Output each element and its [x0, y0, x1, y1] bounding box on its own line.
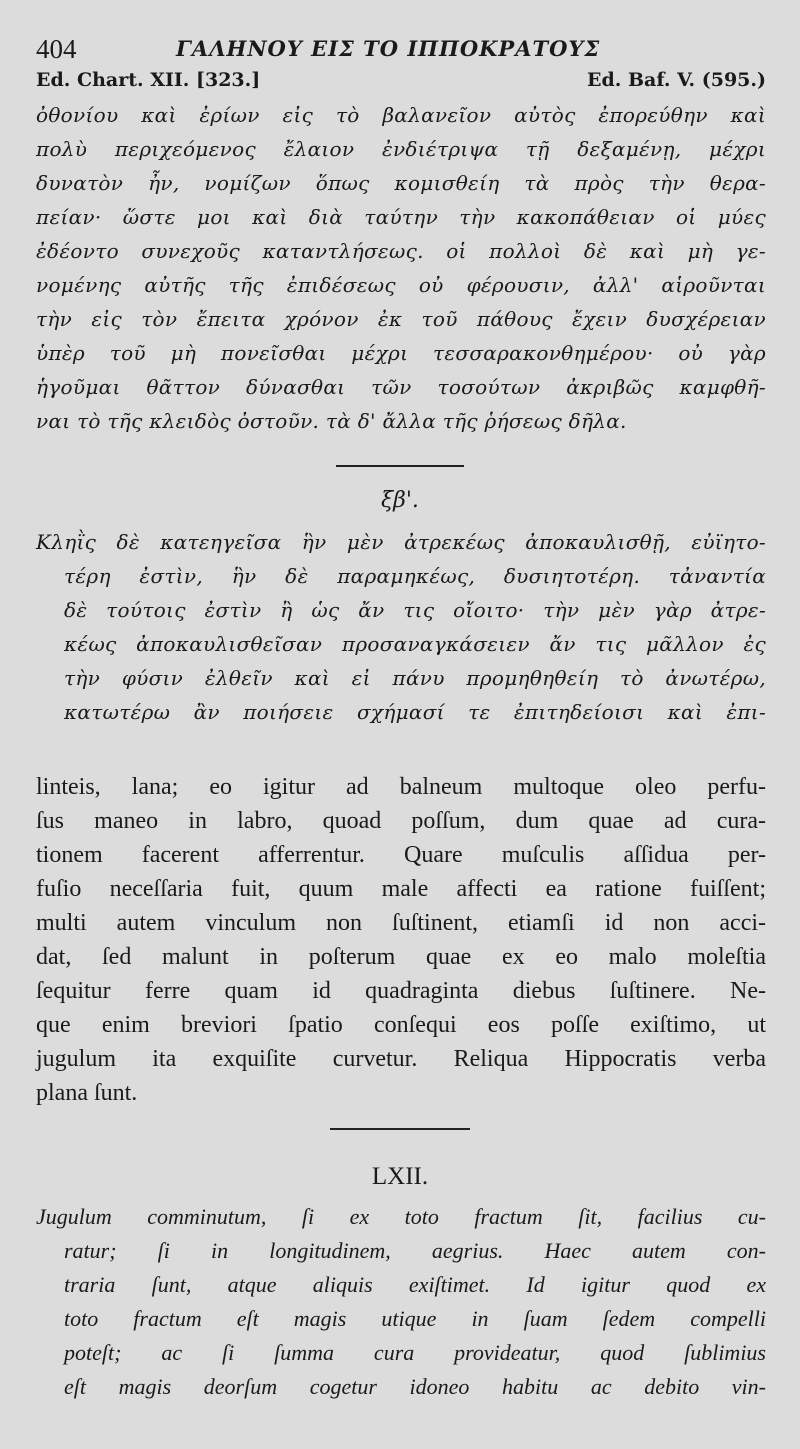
text-line: ὑπὲρ τοῦ μὴ πονεῖσθαι μέχρι τεσσαρακονθημέρου· οὐ γὰρ — [36, 341, 766, 365]
text-line: linteis, lana; eo igitur ad balneum multoque oleo perfu- — [36, 774, 766, 800]
greek-section-number: ξβ'. — [381, 488, 419, 513]
text-line: dat, ſed malunt in poſterum quae ex eo malo moleſtia — [36, 944, 766, 970]
text-line: ſus maneo in labro, quoad poſſum, dum quae ad cura- — [36, 808, 766, 834]
text-line: τὴν φύσιν ἐλθεῖν καὶ εἰ πάνυ προμηθηθείη τὸ ἀνωτέρω, — [64, 666, 766, 690]
text-line: jugulum ita exquiſite curvetur. Reliqua Hippocratis verba — [36, 1046, 766, 1072]
edition-references — [36, 69, 766, 97]
text-line: que enim breviori ſpatio conſequi eos poſſe exiſtimo, ut — [36, 1012, 766, 1038]
greek-commentary-text — [36, 98, 766, 438]
edition-basel: Ed. Baf. V. (595.) — [587, 69, 766, 91]
running-title: ΓΑΛΗΝΟΥ ΕΙΣ ΤΟ ΙΠΠΟΚΡΑΤΟΥΣ — [176, 36, 601, 61]
text-line: eſt magis deorſum cogetur idoneo habitu ac debito vin- — [64, 1374, 766, 1399]
edition-chartier: Ed. Chart. XII. [323.] — [36, 69, 261, 91]
text-line: traria ſunt, atque aliquis exiſtimet. Id igitur quod ex — [64, 1272, 766, 1297]
text-line: δὲ τούτοις ἐστὶν ἢ ὡς ἄν τις οἴοιτο· τὴν μὲν γὰρ ἀτρε- — [64, 598, 766, 622]
latin-commentary-text — [36, 770, 766, 1110]
text-line: κατωτέρω ἂν ποιήσειε σχήμασί τε ἐπιτηδείοισι καὶ ἐπι- — [64, 700, 766, 724]
text-line: νομένης αὐτῆς τῆς ἐπιδέσεως οὐ φέρουσιν, ἀλλ' αἱροῦνται — [36, 273, 766, 297]
text-line: κέως ἀποκαυλισθεῖσαν προσαναγκάσειεν ἄν τις μᾶλλον ἐς — [64, 632, 766, 656]
latin-section-number: LXII. — [371, 1163, 429, 1190]
text-line: πολὺ περιχεόμενος ἔλαιον ἐνδιέτριψα τῇ δεξαμένῃ, μέχρι — [36, 137, 766, 161]
text-line: multi autem vinculum non ſuſtinent, etiamſi id non acci- — [36, 910, 766, 936]
page-header — [36, 32, 766, 72]
section-divider — [336, 465, 464, 467]
text-line: plana ſunt. — [36, 1080, 138, 1106]
text-line: Κληῒς δὲ κατεηγεῖσα ἣν μὲν ἀτρεκέως ἀποκαυλισθῇ, εὐϊητο- — [36, 530, 766, 554]
hippocrates-greek-text — [36, 525, 766, 729]
text-line: fuſio neceſſaria fuit, quum male affecti ea ratione fuiſſent; — [36, 876, 766, 902]
text-line: τέρη ἐστὶν, ἣν δὲ παραμηκέως, δυσιητοτέρη. τἀναντία — [64, 564, 766, 588]
text-line: ratur; ſi in longitudinem, aegrius. Haec autem con- — [64, 1238, 766, 1263]
text-line: ναι τὸ τῆς κλειδὸς ὀστοῦν. τὰ δ' ἄλλα τῆς ῥήσεως δῆλα. — [36, 409, 627, 433]
text-line: ὀθονίου καὶ ἐρίων εἰς τὸ βαλανεῖον αὐτὸς ἐπορεύθην καὶ — [36, 103, 766, 127]
text-line: tionem facerent afferrentur. Quare muſculis aſſidua per- — [36, 842, 766, 868]
text-line: poteſt; ac ſi ſumma cura provideatur, quod ſublimius — [64, 1340, 766, 1365]
text-line: δυνατὸν ἦν, νομίζων ὅπως κομισθείη τὰ πρὸς τὴν θερα- — [36, 171, 766, 195]
text-line: πείαν· ὥστε μοι καὶ διὰ ταύτην τὴν κακοπάθειαν οἱ μύες — [36, 205, 766, 229]
text-line: τὴν εἰς τὸν ἔπειτα χρόνον ἐκ τοῦ πάθους ἔχειν δυσχέρειαν — [36, 307, 766, 331]
text-line: Jugulum comminutum, ſi ex toto fractum ſit, facilius cu- — [36, 1204, 766, 1229]
section-divider — [330, 1128, 470, 1130]
text-line: toto fractum eſt magis utique in ſuam ſedem compelli — [64, 1306, 766, 1331]
page-number: 404 — [36, 34, 77, 64]
text-line: ἡγοῦμαι θᾶττον δύνασθαι τῶν τοσούτων ἀκριβῶς καμφθῆ- — [36, 375, 766, 399]
hippocrates-latin-text — [36, 1200, 766, 1404]
text-line: ſequitur ferre quam id quadraginta diebus ſuſtinere. Ne- — [36, 978, 766, 1004]
text-line: ἐδέοντο συνεχοῦς καταντλήσεως. οἱ πολλοὶ δὲ καὶ μὴ γε- — [36, 239, 766, 263]
